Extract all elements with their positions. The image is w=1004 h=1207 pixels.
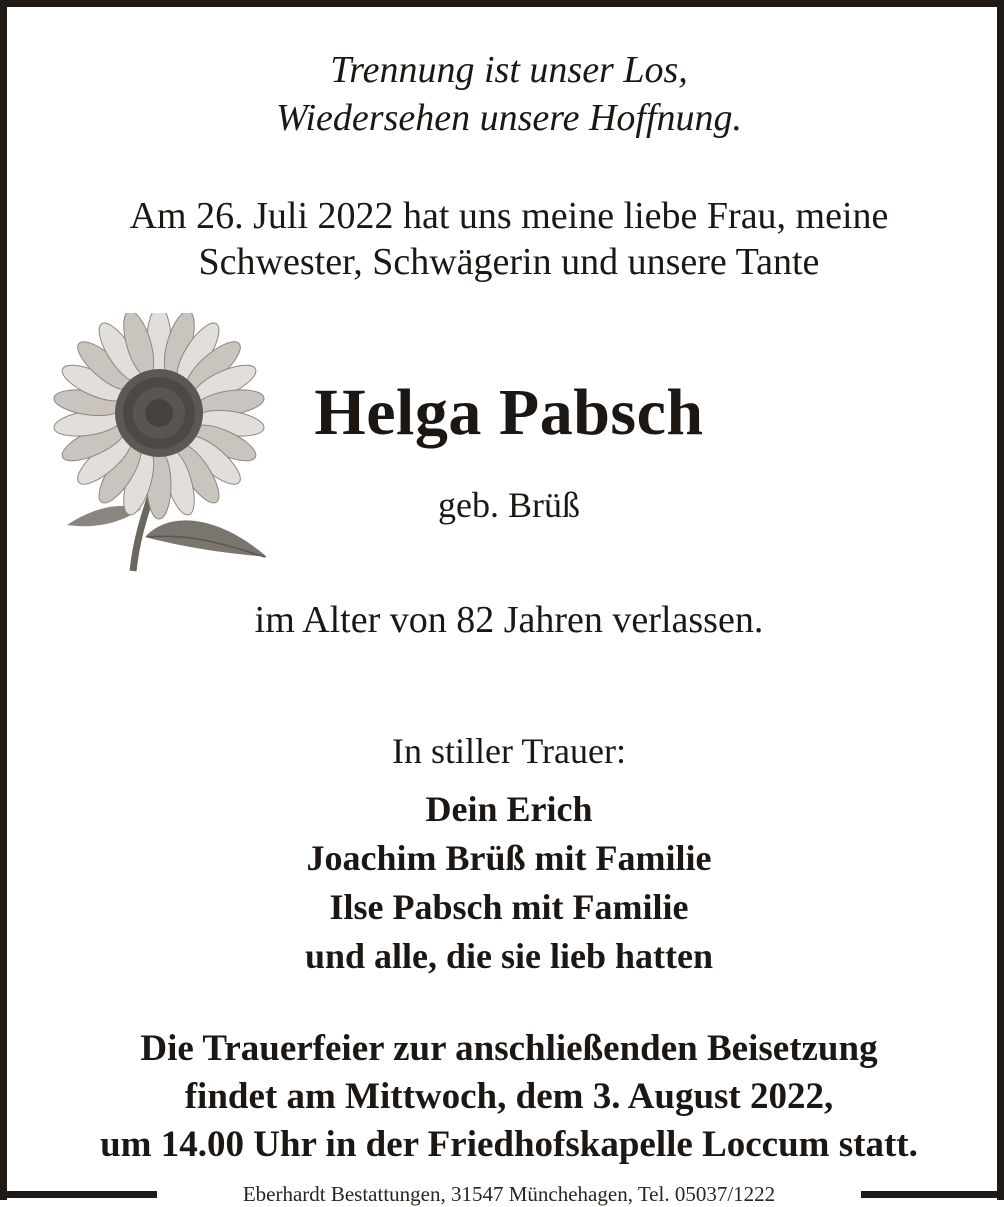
service-line-2: findet am Mittwoch, dem 3. August 2022,	[184, 1076, 834, 1117]
funeral-home-footer	[7, 1181, 1004, 1207]
deceased-nee: geb. Brüß	[438, 485, 580, 525]
footer-bar	[7, 1181, 1004, 1207]
age-line: im Alter von 82 Jahren verlassen.	[254, 599, 764, 641]
intro-line-2: Schwester, Schwägerin und unsere Tante	[198, 241, 820, 283]
quote-line-2: Wiedersehen unsere Hoffnung.	[275, 97, 743, 139]
quote-line-1: Trennung ist unser Los,	[330, 49, 688, 91]
mourning-heading: In stiller Trauer:	[392, 731, 626, 771]
footer-text: Eberhardt Bestattungen, 31547 Münchehagen, Tel. 05037/1222	[235, 1182, 783, 1206]
mourner-3: Ilse Pabsch mit Familie	[329, 887, 689, 927]
mourner-1: Dein Erich	[425, 789, 593, 829]
mourner-4: und alle, die sie lieb hatten	[304, 936, 714, 976]
service-line-3: um 14.00 Uhr in der Friedhofskapelle Loccum statt.	[100, 1124, 918, 1165]
deceased-name: Helga Pabsch	[314, 376, 704, 449]
mourner-2: Joachim Brüß mit Familie	[306, 838, 712, 878]
service-line-1: Die Trauerfeier zur anschließenden Beisetzung	[140, 1028, 878, 1069]
intro-line-1: Am 26. Juli 2022 hat uns meine liebe Frau, meine	[129, 195, 889, 237]
